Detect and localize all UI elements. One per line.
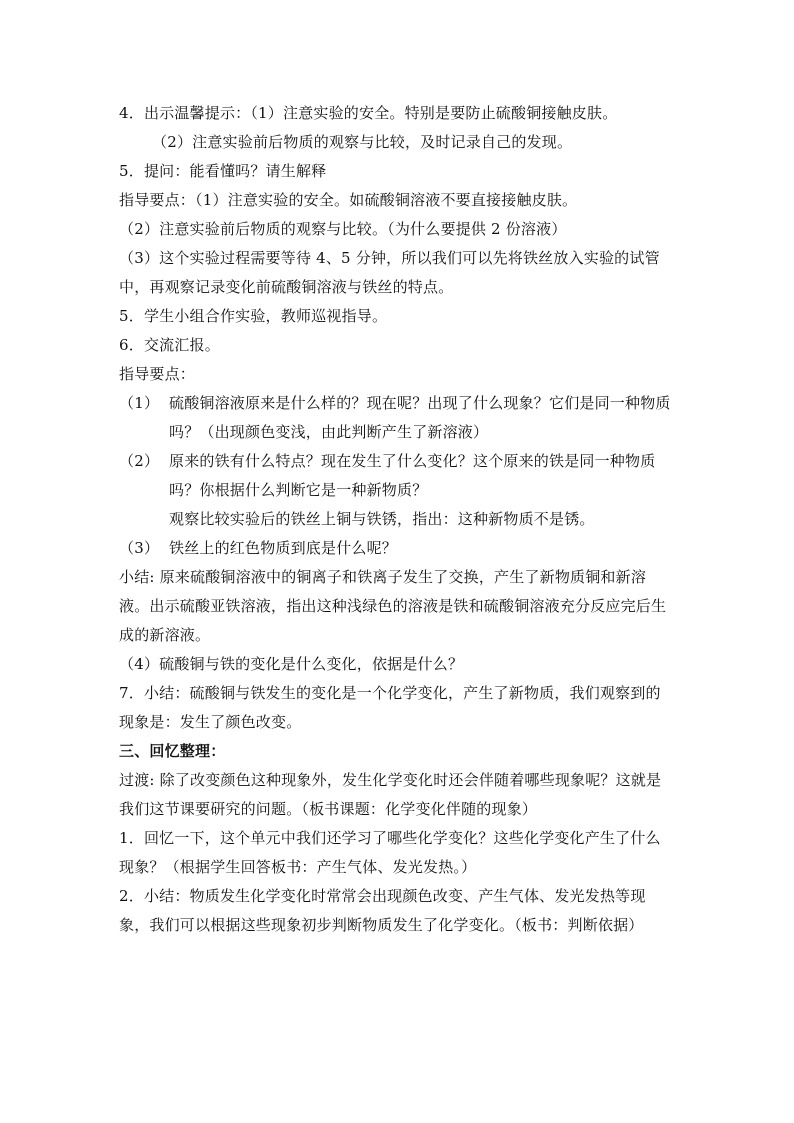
- paragraph-guidance-heading: 指导要点：: [119, 365, 196, 383]
- list-item-3: [119, 534, 675, 563]
- paragraph-transition: 过渡: 除了改变颜色这种现象外，发生化学变化时还会伴随着哪些现象呢？这就是我们这节课要研究的问题。（板书课题：化学变化伴随的现象）: [119, 771, 662, 818]
- paragraph-guidance-2: （2）注意实验前后物质的观察与比较。（为什么要提供 2 份溶液）: [119, 220, 567, 238]
- list-item-number: （1）: [119, 394, 160, 412]
- list-item-text: 原来的铁有什么特点？现在发生了什么变化？这个原来的铁是同一种物质吗？你根据什么判断它是一种新物质？: [169, 452, 656, 499]
- paragraph-step-6-report: 6．交流汇报。: [119, 336, 220, 354]
- paragraph-summary-copper-iron: 小结: 原来硫酸铜溶液中的铜离子和铁离子发生了交换，产生了新物质铜和新溶液。出示硫酸亚铁溶液，指出这种浅绿色的溶液是铁和硫酸铜溶液充分反应完后生成的新溶液。: [119, 568, 667, 644]
- paragraph-step-7-summary: 7．小结：硫酸铜与铁发生的变化是一个化学变化，产生了新物质，我们观察到的现象是：发生了颜色改变。: [119, 684, 661, 731]
- paragraph-step-4-tips: 4．出示温馨提示：（1）注意实验的安全。特别是要防止硫酸铜接触皮肤。: [119, 104, 618, 122]
- paragraph-question-4: （4）硫酸铜与铁的变化是什么变化，依据是什么？: [119, 655, 464, 673]
- list-item-number: （2）: [119, 452, 160, 470]
- paragraph-guidance-3: （3）这个实验过程需要等待 4、5 分钟，所以我们可以先将铁丝放入实验的试管中，再观察记录变化前硫酸铜溶液与铁丝的特点。: [119, 249, 660, 296]
- paragraph-step-5-question: 5．提问：能看懂吗？请生解释: [119, 162, 327, 180]
- list-item-text: 硫酸铜溶液原来是什么样的？现在呢？出现了什么现象？它们是同一种物质吗？（出现颜色变浅，由此判断产生了新溶液）: [169, 394, 671, 441]
- paragraph-review-2: 2．小结：物质发生化学变化时常常会出现颜色改变、产生气体、发光发热等现象，我们可以根据这些现象初步判断物质发生了化学变化。（板书：判断依据）: [119, 887, 646, 934]
- document-body: [119, 99, 675, 940]
- paragraph-step-5-experiment: 5．学生小组合作实验，教师巡视指导。: [119, 307, 388, 325]
- paragraph-review-1: 1．回忆一下，这个单元中我们还学习了哪些化学变化？这些化学变化产生了什么现象？（根据学生回答板书：产生气体、发光发热。）: [119, 829, 661, 876]
- section-heading-review: 三、回忆整理：: [119, 742, 226, 760]
- paragraph-tip-2: （2）注意实验前后物质的观察与比较，及时记录自己的发现。: [152, 133, 573, 151]
- list-item-1: [119, 389, 675, 447]
- paragraph-guidance-1: 指导要点：（1）注意实验的安全。如硫酸铜溶液不要直接接触皮肤。: [119, 191, 578, 209]
- list-item-text: 铁丝上的红色物质到底是什么呢？: [169, 539, 398, 557]
- list-item-number: （3）: [119, 539, 160, 557]
- list-item-2: [119, 447, 675, 505]
- list-item-2-continuation: 观察比较实验后的铁丝上铜与铁锈，指出：这种新物质不是锈。: [169, 510, 595, 528]
